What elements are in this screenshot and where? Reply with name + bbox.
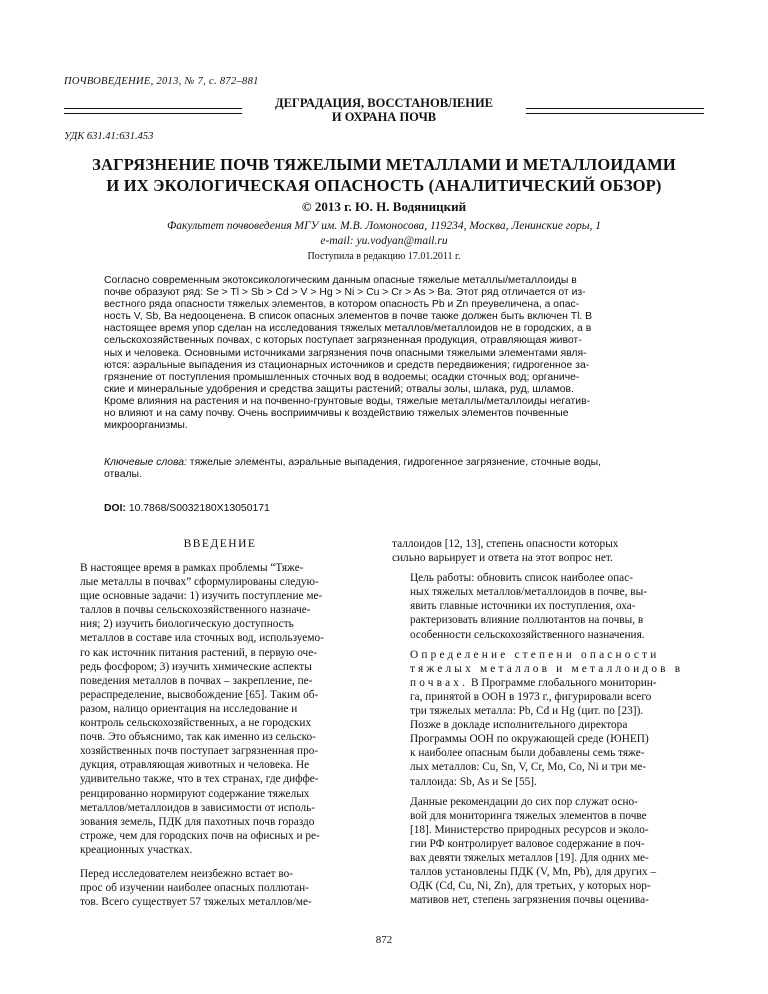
text-line: тов. Всего существует 57 тяжелых металлов/ме- <box>80 896 312 909</box>
journal-reference: ПОЧВОВЕДЕНИЕ, 2013, № 7, с. 872–881 <box>64 76 259 87</box>
text-line: Перед исследователем неизбежно встает во- <box>80 867 294 880</box>
abstract-line: ность V, Sb, Ba недооценена. В список опасных элементов в почве также должен быть включен Tl. В <box>104 311 593 323</box>
text-line: В Программе глобального мониторин- <box>468 676 657 689</box>
text-line: металлов в составе ила сточных вод, используемо- <box>80 632 324 645</box>
abstract-line: сельскохозяйственных почвах, с которых поступает загрязненная продукция, отравляющая живот- <box>104 335 582 347</box>
text-line: вах девяти тяжелых металлов [19]. Для одних ме- <box>410 851 649 864</box>
rubric-line-1: ДЕГРАДАЦИЯ, ВОССТАНОВЛЕНИЕ <box>274 96 494 110</box>
text-line: хозяйственных почв поступает загрязненная про- <box>80 745 319 758</box>
text-line: контроль сельскохозяйственных, а не городских <box>80 717 312 730</box>
text-line: ных тяжелых металлов/металлоидов в почве, вы- <box>410 586 647 599</box>
spaced-heading: Определение степени опасности <box>410 648 660 661</box>
paragraph <box>392 537 708 565</box>
text-line: таллоида: Sb, As и Se [55]. <box>410 775 537 788</box>
text-line: удивительно также, что в тех странах, где диффе- <box>80 773 319 786</box>
author-line: © 2013 г. Ю. Н. Водяницкий <box>301 199 467 214</box>
rubric-title <box>244 96 524 124</box>
section-heading: ВВЕДЕНИЕ <box>183 538 257 550</box>
abstract-line: ных и человека. Основными источниками загрязнения почв опасными тяжелыми элементами явля- <box>104 347 587 359</box>
left-column <box>62 561 378 915</box>
udc-code: УДК 631.41:631.453 <box>64 131 154 142</box>
doi-value[interactable]: 10.7868/S0032180X13050171 <box>125 503 270 514</box>
text-line: редь фосфором; 3) изучить химические аспекты <box>80 660 312 673</box>
doi-label: DOI: <box>104 503 126 514</box>
paragraph <box>392 795 708 908</box>
affiliation <box>60 219 708 249</box>
title-line-2: И ИХ ЭКОЛОГИЧЕСКАЯ ОПАСНОСТЬ (АНАЛИТИЧЕСКИЙ ОБЗОР) <box>106 176 662 195</box>
text-line: таллов в почвы сельскохозяйственного назначе- <box>80 604 311 617</box>
abstract-line: вестного ряда опасности тяжелых элементов, в котором опасность Pb и Zn преувеличена, а опас- <box>104 299 580 311</box>
text-line: таллоидов [12, 13], степень опасности которых <box>392 538 619 550</box>
text-line: три тяжелых металла: Pb, Cd и Hg (цит. по [23]). <box>410 705 644 718</box>
spaced-heading: почвах. <box>410 676 469 689</box>
text-line: рераспределение, высвобождение [65]. Таким об- <box>80 688 319 701</box>
abstract-line: Согласно современным экотоксикологическим данным опасные тяжелые металлы/металлоиды в <box>104 275 577 286</box>
abstract-line: настоящее время упор сделан на исследования тяжелых металлов/металлоидов не в городских, а в <box>104 323 592 335</box>
page-number: 872 <box>375 934 393 946</box>
text-line: ОДК (Cd, Cu, Ni, Zn), для третьих, у которых нор- <box>410 880 651 893</box>
abstract-line: микроорганизмы. <box>104 420 188 432</box>
paragraph <box>392 571 708 641</box>
abstract-line: но влияют и на саму почву. Очень восприимчивы к воздействию тяжелых элементов почвенные <box>104 408 569 420</box>
text-line: сильно варьирует и ответа на этот вопрос нет. <box>392 552 613 565</box>
text-line: металлов/металлоидов в зависимости от исполь- <box>80 801 316 814</box>
text-line: В настоящее время в рамках проблемы “Тяже- <box>80 562 304 574</box>
text-line: щие основные задачи: 1) изучить поступление ме- <box>80 590 323 603</box>
paragraph <box>392 648 708 789</box>
text-line: гии РФ контролирует валовое содержание в поч- <box>410 837 645 850</box>
article-title <box>40 154 728 196</box>
text-line: поведения металлов в почвах – закрепление, пе- <box>80 674 313 687</box>
doi <box>104 503 270 514</box>
paragraph <box>62 561 378 857</box>
title-line-1: ЗАГРЯЗНЕНИЕ ПОЧВ ТЯЖЕЛЫМИ МЕТАЛЛАМИ И МЕТАЛЛОИДАМИ <box>92 155 676 174</box>
text-line: прос об изучении наиболее опасных поллютан- <box>80 882 309 895</box>
text-line: мативов нет, степень загрязнения почвы оценива- <box>410 894 649 907</box>
text-line: ния; 2) изучить биологическую доступность <box>80 618 294 631</box>
text-line: почв. Это объяснимо, так как именно из сельско- <box>80 731 316 744</box>
text-line: вой для мониторинга тяжелых элементов в почве <box>410 809 647 822</box>
rubric-rule-right <box>526 108 704 114</box>
text-line: Позже в докладе исполнительного директора <box>410 719 628 732</box>
spaced-heading: тяжелых металлов и металлоидов в <box>410 662 684 675</box>
right-column <box>392 537 708 913</box>
section-rubric <box>64 96 704 126</box>
text-line: Цель работы: обновить список наиболее опас- <box>410 572 633 585</box>
keywords-label: Ключевые слова: <box>104 457 187 468</box>
abstract-line: грязнение от поступления промышленных сточных вод в водоемы; осадки сточных вод; органиче- <box>104 371 580 383</box>
text-line: разом, налицо ориентация на исследование и <box>80 702 298 715</box>
abstract-line: ские и минеральные удобрения и средства защиты растений; отвалы золы, шлака, руд, шламов. <box>104 383 574 395</box>
text-line: [18]. Министерство природных ресурсов и эколо- <box>410 823 649 836</box>
abstract-line: почве образуют ряд: Se > Tl > Sb > Cd > V > Hg > Ni > Cu > Cr > As > Ba. Этот ряд отличается от из- <box>104 287 586 299</box>
text-line: Данные рекомендации до сих пор служат осно- <box>410 795 638 808</box>
text-line: особенности сельскохозяйственного назначения. <box>410 628 645 641</box>
rubric-line-2: И ОХРАНА ПОЧВ <box>331 110 437 124</box>
rubric-rule-left <box>64 108 242 114</box>
text-line: строже, чем для городских почв на офисных и ре- <box>80 829 320 842</box>
keywords <box>104 457 666 481</box>
text-line: лые металлы в почвах” сформулированы следую- <box>80 576 319 589</box>
affiliation-line-1: Факультет почвоведения МГУ им. М.В. Ломоносова, 119234, Москва, Ленинские горы, 1 <box>167 220 601 232</box>
abstract-line: ются: аэральные выпадения из стационарных источников и средств передвижения; гидрогенное за- <box>104 359 590 371</box>
text-line: лых металлов: Cu, Sn, V, Cr, Mo, Co, Ni и три ме- <box>410 761 647 774</box>
affiliation-email[interactable]: e-mail: yu.vodyan@mail.ru <box>320 235 448 247</box>
text-line: го как источник питания растений, в первую оче- <box>80 646 318 659</box>
text-line: Программы ООН по окружающей среде (ЮНЕП) <box>410 733 649 746</box>
text-line: таллов установлены ПДК (V, Mn, Pb), для других – <box>410 866 657 879</box>
received-date: Поступила в редакцию 17.01.2011 г. <box>307 251 461 262</box>
paragraph <box>62 867 378 909</box>
text-line: рактеризовать влияние поллютантов на почвы, в <box>410 614 644 627</box>
keywords-text-cont: отвалы. <box>104 469 142 481</box>
text-line: дукция, отравляющая животных и человека. Не <box>80 759 310 772</box>
text-line: га, принятой в ООН в 1973 г., фигурировали всего <box>410 690 652 703</box>
abstract <box>104 275 666 432</box>
text-line: ренцированно нормируют содержание тяжелых <box>80 787 310 800</box>
abstract-line: Кроме влияния на растения и на почвенно-грунтовые воды, тяжелые металлы/металлоиды негатив- <box>104 395 591 407</box>
keywords-text: тяжелые элементы, аэральные выпадения, гидрогенное загрязнение, сточные воды, <box>186 457 602 468</box>
text-line: креационных участках. <box>80 843 193 856</box>
text-line: к наиболее опасным были добавлены семь тяже- <box>410 747 645 760</box>
text-line: зования земель, ПДК для пахотных почв гораздо <box>80 815 315 828</box>
text-line: явить главные источники их поступления, оха- <box>410 600 636 613</box>
